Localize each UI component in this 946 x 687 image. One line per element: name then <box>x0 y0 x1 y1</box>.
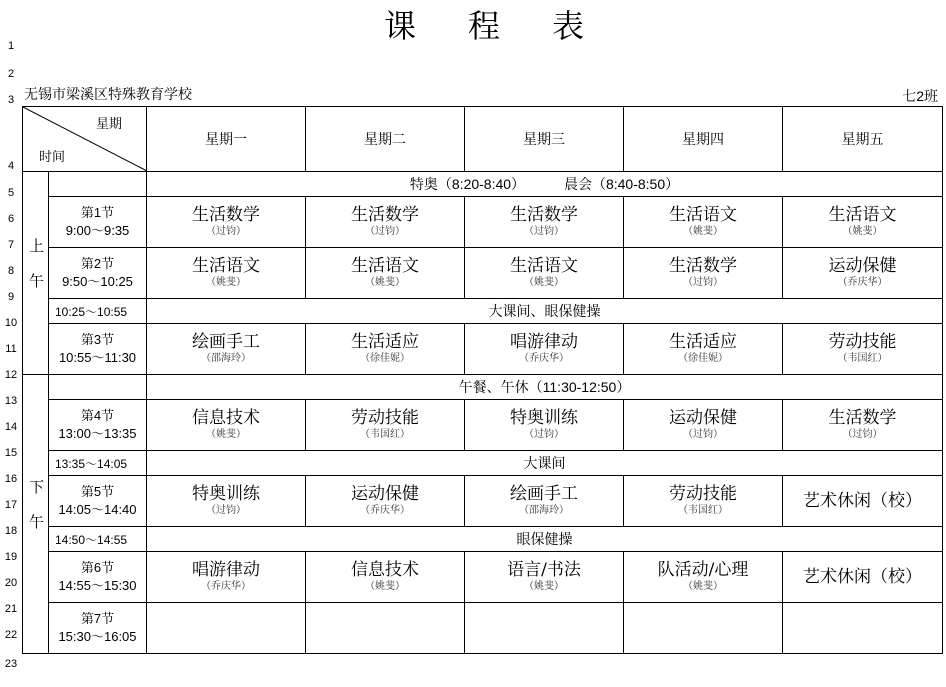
teacher: （姚斐） <box>842 226 883 237</box>
subject: 绘画手工 <box>510 484 578 504</box>
lesson-cell <box>147 324 306 375</box>
row-number: 16 <box>4 473 18 485</box>
lesson-cell <box>624 197 783 248</box>
lesson-cell <box>306 400 465 451</box>
lesson-cell <box>465 248 624 299</box>
period-time: 14:05～14:40 <box>58 502 137 517</box>
lesson-cell <box>147 476 306 527</box>
subject: 语言/书法 <box>507 560 581 580</box>
teacher: （过钧） <box>524 429 564 440</box>
subject: 生活语文 <box>669 205 737 225</box>
half-day-text: 上午 <box>27 238 44 308</box>
row-header-column <box>0 0 22 670</box>
period-time: 14:55～15:30 <box>58 578 137 593</box>
lesson-cell <box>465 476 624 527</box>
teacher: （过钧） <box>365 226 405 237</box>
lesson-cell <box>306 197 465 248</box>
subject: 劳动技能 <box>669 484 737 504</box>
lesson-cell <box>624 603 783 654</box>
period-name: 第1节 <box>80 205 115 220</box>
class-name: 七2班 <box>902 88 938 104</box>
teacher: （邵海玲） <box>201 353 251 364</box>
subject: 生活语文 <box>510 256 578 276</box>
period-label <box>49 197 147 248</box>
corner-week-label: 星期 <box>95 116 122 131</box>
band-break1: 大课间、眼保健操 <box>147 299 943 324</box>
subject: 绘画手工 <box>192 332 260 352</box>
lesson-cell <box>306 324 465 375</box>
subject: 生活数学 <box>192 205 260 225</box>
lesson-cell <box>783 197 943 248</box>
teacher: （姚斐） <box>206 429 246 440</box>
row-number: 1 <box>7 40 15 52</box>
period-time: 10:55～11:30 <box>58 350 137 365</box>
subject: 特奥训练 <box>510 408 578 428</box>
half-day-label <box>23 375 49 654</box>
teacher: （姚斐） <box>365 581 405 592</box>
lesson-cell <box>624 476 783 527</box>
band-morning: 特奥（8:20-8:40） 晨会（8:40-8:50） <box>147 172 943 197</box>
lesson-cell <box>783 552 943 603</box>
row-number: 5 <box>7 187 15 199</box>
teacher: （乔庆华） <box>201 581 251 592</box>
teacher: （乔庆华） <box>360 505 410 516</box>
subject: 唱游律动 <box>510 332 578 352</box>
period-label <box>49 248 147 299</box>
subject: 特奥训练 <box>192 484 260 504</box>
subject: 艺术休闲（校） <box>803 567 922 587</box>
row-number: 23 <box>4 658 18 670</box>
row-number: 12 <box>4 369 18 381</box>
period-name: 第2节 <box>80 256 115 271</box>
row-number: 22 <box>4 629 18 641</box>
teacher: （姚斐） <box>524 277 564 288</box>
teacher: （韦国红） <box>360 429 410 440</box>
lesson-cell <box>624 400 783 451</box>
lesson-cell <box>306 248 465 299</box>
lesson-cell <box>147 603 306 654</box>
school-name: 无锡市梁溪区特殊教育学校 <box>24 86 192 102</box>
day-header: 星期三 <box>465 107 624 172</box>
row-number: 9 <box>7 291 15 303</box>
teacher: （姚斐） <box>206 277 246 288</box>
subject: 唱游律动 <box>192 560 260 580</box>
period-label <box>49 476 147 527</box>
subject: 运动保健 <box>828 256 897 276</box>
lesson-cell <box>783 476 943 527</box>
band-eyes: 眼保健操 <box>147 527 943 552</box>
band-time: 13:35～14:05 <box>49 451 147 476</box>
half-day-label <box>23 172 49 375</box>
row-number: 10 <box>4 317 18 329</box>
subject: 生活语文 <box>192 256 260 276</box>
lesson-cell <box>465 400 624 451</box>
lesson-cell <box>147 248 306 299</box>
subject: 信息技术 <box>192 408 260 428</box>
row-number: 4 <box>7 160 15 172</box>
corner-time-label: 时间 <box>39 149 66 164</box>
row-number: 6 <box>7 213 15 225</box>
timetable <box>22 106 943 654</box>
lesson-cell <box>783 400 943 451</box>
period-label <box>49 400 147 451</box>
row-number: 11 <box>5 343 17 355</box>
subject: 生活数学 <box>510 205 578 225</box>
subject: 生活适应 <box>669 332 737 352</box>
row-number: 19 <box>4 551 18 563</box>
period-label <box>49 603 147 654</box>
period-label <box>49 324 147 375</box>
lesson-cell <box>783 603 943 654</box>
teacher: （徐佳妮） <box>678 353 728 364</box>
band-time <box>49 375 147 400</box>
page-title: 课程表 <box>383 7 636 45</box>
row-number: 7 <box>7 239 15 251</box>
lesson-cell <box>624 552 783 603</box>
band-lunch: 午餐、午休（11:30-12:50） <box>147 375 943 400</box>
day-header: 星期四 <box>624 107 783 172</box>
subject: 生活数学 <box>828 408 897 428</box>
row-number: 2 <box>7 68 15 80</box>
subject: 生活适应 <box>351 332 419 352</box>
lesson-cell <box>147 400 306 451</box>
subject: 生活数学 <box>669 256 737 276</box>
row-number: 13 <box>4 395 18 407</box>
lesson-cell <box>306 552 465 603</box>
half-day-text: 下午 <box>27 479 44 549</box>
subject: 劳动技能 <box>828 332 897 352</box>
spreadsheet <box>22 0 946 670</box>
teacher: （邵海玲） <box>519 505 569 516</box>
subject: 队活动/心理 <box>657 560 749 580</box>
lesson-cell <box>465 197 624 248</box>
teacher: （过钧） <box>524 226 564 237</box>
band-time: 10:25～10:55 <box>49 299 147 324</box>
row-number: 15 <box>4 447 18 459</box>
day-header: 星期五 <box>783 107 943 172</box>
lesson-cell <box>783 248 943 299</box>
teacher: （过钧） <box>206 505 246 516</box>
period-name: 第6节 <box>80 560 115 575</box>
teacher: （韦国红） <box>678 505 728 516</box>
teacher: （乔庆华） <box>519 353 569 364</box>
teacher: （姚斐） <box>683 581 723 592</box>
subject: 运动保健 <box>669 408 737 428</box>
band-break2: 大课间 <box>147 451 943 476</box>
corner-cell <box>23 107 147 172</box>
lesson-cell <box>306 603 465 654</box>
day-header: 星期一 <box>147 107 306 172</box>
period-name: 第3节 <box>80 332 115 347</box>
lesson-cell <box>147 552 306 603</box>
subject: 生活语文 <box>828 205 897 225</box>
period-time: 13:00～13:35 <box>58 426 137 441</box>
row-number: 8 <box>7 265 15 277</box>
teacher: （过钧） <box>842 429 883 440</box>
row-number: 17 <box>4 499 18 511</box>
lesson-cell <box>147 197 306 248</box>
row-number: 20 <box>4 577 18 589</box>
teacher: （过钧） <box>683 277 723 288</box>
teacher: （姚斐） <box>683 226 723 237</box>
row-number: 21 <box>4 603 18 615</box>
subject: 运动保健 <box>351 484 419 504</box>
lesson-cell <box>306 476 465 527</box>
subject: 信息技术 <box>351 560 419 580</box>
teacher: （过钧） <box>683 429 723 440</box>
subject: 艺术休闲（校） <box>803 491 922 511</box>
period-time: 9:50～10:25 <box>62 274 133 289</box>
teacher: （乔庆华） <box>837 277 888 288</box>
row-number: 14 <box>4 421 18 433</box>
row-number: 3 <box>7 94 15 106</box>
period-time: 15:30～16:05 <box>58 629 137 644</box>
band-time <box>49 172 147 197</box>
subject: 生活数学 <box>351 205 419 225</box>
day-header: 星期二 <box>306 107 465 172</box>
lesson-cell <box>624 248 783 299</box>
teacher: （姚斐） <box>524 581 564 592</box>
teacher: （姚斐） <box>365 277 405 288</box>
lesson-cell <box>783 324 943 375</box>
period-label <box>49 552 147 603</box>
period-name: 第7节 <box>80 611 115 626</box>
period-name: 第4节 <box>80 408 115 423</box>
teacher: （过钧） <box>206 226 246 237</box>
lesson-cell <box>465 324 624 375</box>
subject: 劳动技能 <box>351 408 419 428</box>
lesson-cell <box>465 603 624 654</box>
teacher: （韦国红） <box>837 353 888 364</box>
lesson-cell <box>465 552 624 603</box>
period-name: 第5节 <box>80 484 115 499</box>
subject: 生活语文 <box>351 256 419 276</box>
period-time: 9:00～9:35 <box>65 223 130 238</box>
band-time: 14:50～14:55 <box>49 527 147 552</box>
lesson-cell <box>624 324 783 375</box>
teacher: （徐佳妮） <box>360 353 410 364</box>
row-number: 18 <box>4 525 18 537</box>
